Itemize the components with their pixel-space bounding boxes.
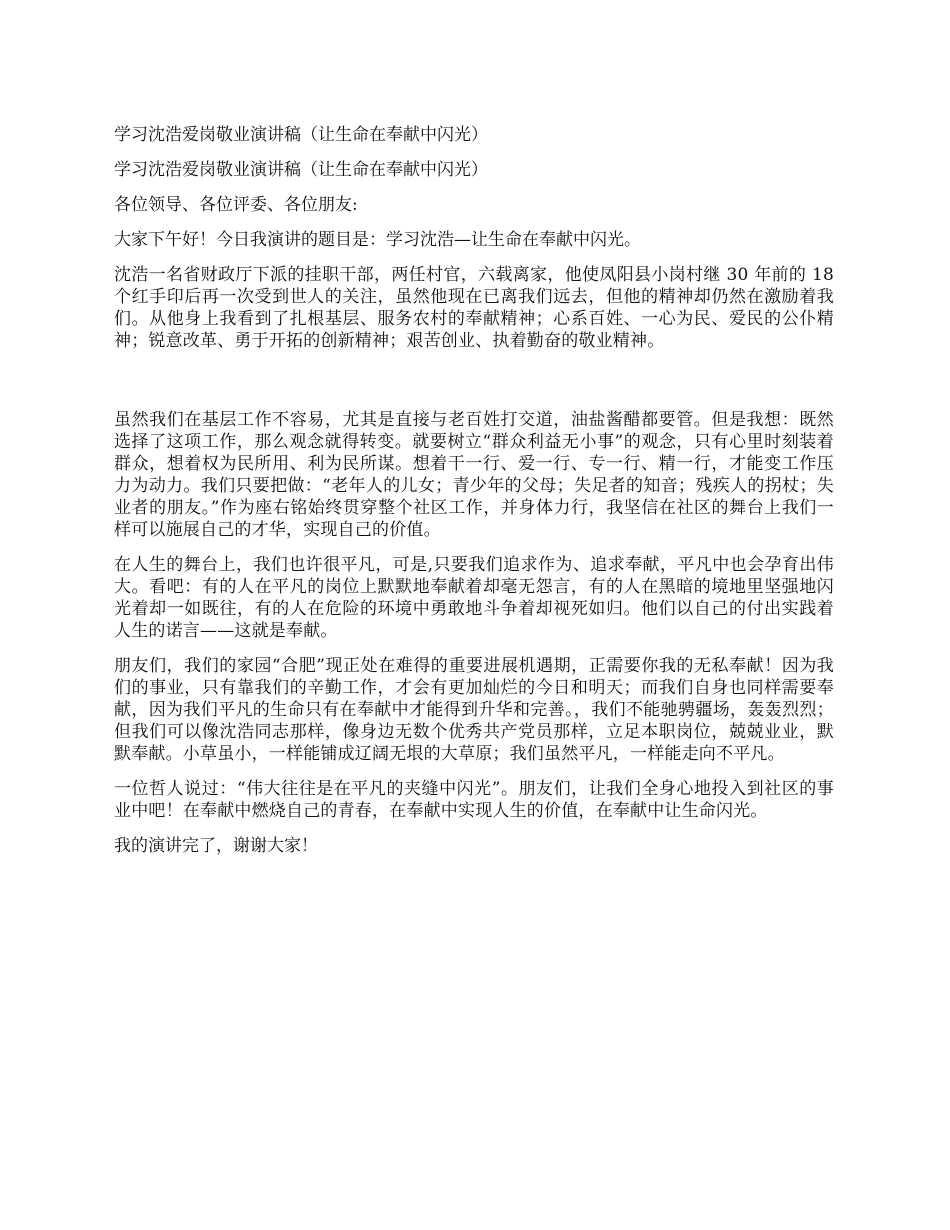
closing: 我的演讲完了，谢谢大家！ bbox=[114, 836, 318, 856]
paragraph-5: 一位哲人说过：“伟大往往是在平凡的夹缝中闪光”。朋友们，让我们全身心地投入到社区的事业中吧！在奉献中燃烧自己的青春，在奉献中实现人生的价值，在奉献中让生命闪光。 bbox=[114, 779, 834, 821]
document-subtitle: 学习沈浩爱岗敬业演讲稿（让生命在奉献中闪光） bbox=[114, 160, 488, 180]
paragraph-gap bbox=[114, 365, 834, 409]
paragraph-1: 沈浩一名省财政厅下派的挂职干部，两任村官，六载离家，他使凤阳县小岗村继 30 年前的 18 个红手印后再一次受到世人的关注，虽然他现在已离我们远去，但他的精神却仍然在激励着我们。从他身上我看到了扎根基层、服务农村的奉献精神；心系百姓、一心为民、爱民的公仆精神；锐意改革、勇于开拓的创新精神；艰苦创业、执着勤奋的敬业精神。 bbox=[114, 265, 834, 351]
greeting: 大家下午好！今日我演讲的题目是：学习沈浩—让生命在奉献中闪光。 bbox=[114, 230, 641, 250]
paragraph-4: 朋友们，我们的家园“合肥”现正处在难得的重要进展机遇期，正需要你我的无私奉献！因为我们的事业，只有靠我们的辛勤工作，才会有更加灿烂的今日和明天；而我们自身也同样需要奉献，因为我们平凡的生命只有在奉献中才能得到升华和完善。，我们不能驰骋疆场，轰轰烈烈；但我们可以像沈浩同志那样，像身边无数个优秀共产党员那样，立足本职岗位，兢兢业业，默默奉献。小草虽小，一样能铺成辽阔无垠的大草原；我们虽然平凡，一样能走向不平凡。 bbox=[114, 656, 834, 764]
document-title: 学习沈浩爱岗敬业演讲稿（让生命在奉献中闪光） bbox=[114, 125, 488, 145]
salutation: 各位领导、各位评委、各位朋友: bbox=[114, 195, 358, 215]
paragraph-2: 虽然我们在基层工作不容易，尤其是直接与老百姓打交道，油盐酱醋都要管。但是我想：既然选择了这项工作，那么观念就得转变。就要树立“群众利益无小事”的观念，只有心里时刻装着群众，想着权为民所用、利为民所谋。想着干一行、爱一行、专一行、精一行，才能变工作压力为动力。我们只要把做：“老年人的儿女；青少年的父母；失足者的知音；残疾人的拐杖；失业者的朋友。”作为座右铭始终贯穿整个社区工作，并身体力行，我坚信在社区的舞台上我们一样可以施展自己的才华，实现自己的价值。 bbox=[114, 410, 834, 540]
document-body bbox=[114, 124, 834, 870]
paragraph-3: 在人生的舞台上，我们也许很平凡，可是,只要我们追求作为、追求奉献，平凡中也会孕育出伟大。看吧：有的人在平凡的岗位上默默地奉献着却毫无怨言，有的人在黑暗的境地里坚强地闪光着却一如既往，有的人在危险的环境中勇敢地斗争着却视死如归。他们以自己的付出实践着人生的诺言——这就是奉献。 bbox=[114, 555, 834, 641]
